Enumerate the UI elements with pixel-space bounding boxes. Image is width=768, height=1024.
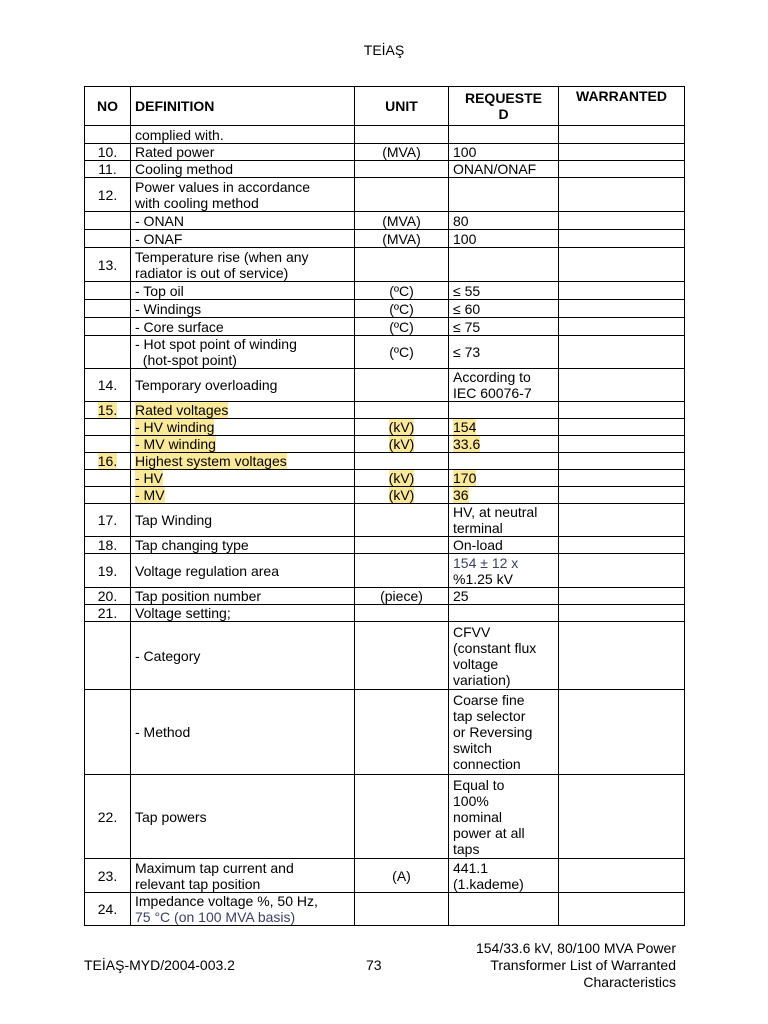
cell-requested (449, 402, 559, 419)
definition-text: Cooling method (135, 161, 234, 177)
cell-warranted (559, 554, 685, 588)
item-number: 18. (97, 537, 118, 553)
table-row (85, 775, 685, 859)
requested-value: 25 (453, 588, 469, 604)
cell-definition (131, 336, 355, 369)
unit-text: (kV) (388, 419, 415, 435)
requested-value: ≤ 55 (453, 282, 481, 299)
cell-definition (131, 402, 355, 419)
requested-value: terminal (453, 520, 503, 536)
column-header-requested (449, 87, 559, 126)
table-row (85, 336, 685, 369)
definition-text: Rated power (135, 144, 215, 160)
footer-document-code: TEİAŞ-MYD/2004-003.2 (84, 957, 235, 973)
cell-unit (355, 554, 449, 588)
unit-text: (ºC) (389, 344, 414, 360)
definition-text: Maximum tap current and (135, 859, 294, 876)
cell-unit (355, 212, 449, 230)
cell-definition (131, 504, 355, 537)
cell-warranted (559, 470, 685, 487)
cell-unit (355, 178, 449, 212)
cell-warranted (559, 369, 685, 402)
cell-definition (131, 605, 355, 622)
table-row (85, 487, 685, 504)
cell-no (85, 605, 131, 622)
table-row (85, 554, 685, 588)
cell-warranted (559, 622, 685, 690)
cell-no (85, 893, 131, 926)
requested-value: taps (453, 840, 480, 857)
unit-text: (A) (392, 867, 411, 884)
item-number: 21. (97, 605, 118, 621)
cell-unit (355, 775, 449, 859)
cell-warranted (559, 588, 685, 605)
definition-text: - MV winding (135, 436, 216, 452)
footer-page-number: 73 (366, 957, 382, 973)
item-number: 19. (97, 562, 118, 579)
column-header-unit: UNIT (355, 87, 449, 126)
table-row (85, 453, 685, 470)
table-row (85, 690, 685, 775)
cell-no (85, 588, 131, 605)
cell-definition (131, 318, 355, 336)
column-header-no: NO (85, 87, 131, 126)
requested-value: or Reversing (453, 724, 533, 740)
requested-value: 36 (453, 487, 469, 503)
cell-definition (131, 248, 355, 282)
cell-warranted (559, 248, 685, 282)
cell-requested (449, 453, 559, 470)
cell-unit (355, 622, 449, 690)
cell-no (85, 178, 131, 212)
requested-value: tap selector (453, 708, 526, 724)
definition-text: Tap powers (135, 808, 207, 825)
requested-value: (1.kademe) (453, 875, 524, 892)
requested-value: %1.25 kV (453, 570, 513, 587)
table-row (85, 436, 685, 453)
unit-text: (kV) (388, 436, 415, 452)
requested-value: ≤ 73 (453, 344, 481, 360)
cell-no (85, 144, 131, 161)
cell-requested (449, 554, 559, 588)
definition-text: Tap position number (135, 588, 262, 604)
definition-text: complied with. (135, 126, 224, 143)
requested-value: 100 (453, 230, 477, 247)
cell-requested (449, 690, 559, 775)
unit-text: (kV) (388, 470, 415, 486)
cell-definition (131, 178, 355, 212)
unit-text: (ºC) (389, 300, 414, 317)
item-number: 10. (97, 144, 118, 160)
cell-unit (355, 318, 449, 336)
requested-value: 170 (453, 470, 477, 486)
cell-unit (355, 690, 449, 775)
cell-definition (131, 893, 355, 926)
cell-requested (449, 230, 559, 248)
cell-requested (449, 248, 559, 282)
cell-requested (449, 212, 559, 230)
cell-unit (355, 336, 449, 369)
table-row (85, 318, 685, 336)
footer-description-line: Characteristics (583, 974, 676, 990)
requested-value: 33.6 (453, 436, 481, 452)
requested-value: Equal to (453, 776, 505, 793)
cell-definition (131, 622, 355, 690)
table-row (85, 605, 685, 622)
cell-definition (131, 212, 355, 230)
cell-unit (355, 282, 449, 300)
cell-definition (131, 369, 355, 402)
cell-warranted (559, 453, 685, 470)
cell-no (85, 369, 131, 402)
cell-unit (355, 453, 449, 470)
definition-text: Highest system voltages (135, 453, 287, 469)
cell-definition (131, 537, 355, 554)
definition-text: radiator is out of service) (135, 264, 289, 281)
definition-text: - Hot spot point of winding (135, 336, 297, 352)
cell-warranted (559, 282, 685, 300)
unit-text: (MVA) (382, 230, 421, 247)
cell-warranted (559, 775, 685, 859)
cell-warranted (559, 859, 685, 893)
cell-no (85, 336, 131, 369)
requested-value: 154 (453, 419, 477, 435)
cell-warranted (559, 605, 685, 622)
cell-requested (449, 487, 559, 504)
cell-warranted (559, 893, 685, 926)
footer-description-line: Transformer List of Warranted (490, 957, 676, 973)
cell-definition (131, 775, 355, 859)
table-row (85, 419, 685, 436)
item-number: 14. (97, 377, 118, 393)
cell-no (85, 622, 131, 690)
cell-requested (449, 504, 559, 537)
cell-unit (355, 144, 449, 161)
definition-text: - Core surface (135, 318, 224, 335)
definition-text: Rated voltages (135, 402, 229, 418)
cell-requested (449, 537, 559, 554)
cell-definition (131, 144, 355, 161)
cell-no (85, 436, 131, 453)
definition-text: - Top oil (135, 282, 184, 299)
cell-requested (449, 605, 559, 622)
requested-value: ≤ 75 (453, 318, 481, 335)
item-number: 24. (97, 901, 118, 917)
definition-text: 75 °C (on 100 MVA basis) (135, 909, 296, 925)
requested-value: 441.1 (453, 859, 489, 876)
definition-text: with cooling method (135, 194, 259, 211)
definition-text: Temporary overloading (135, 377, 278, 393)
requested-value: ≤ 60 (453, 300, 481, 317)
cell-definition (131, 859, 355, 893)
cell-unit (355, 436, 449, 453)
requested-value: Coarse fine (453, 692, 525, 708)
definition-text: - ONAF (135, 230, 183, 247)
cell-no (85, 126, 131, 144)
cell-definition (131, 588, 355, 605)
cell-requested (449, 622, 559, 690)
item-number: 22. (97, 808, 118, 825)
cell-warranted (559, 690, 685, 775)
cell-no (85, 453, 131, 470)
cell-requested (449, 318, 559, 336)
definition-text: Temperature rise (when any (135, 248, 309, 265)
cell-requested (449, 300, 559, 318)
unit-text: (ºC) (389, 282, 414, 299)
table-row (85, 248, 685, 282)
requested-value: ONAN/ONAF (453, 161, 537, 177)
item-number: 15. (97, 402, 118, 418)
definition-text: - MV (135, 487, 165, 503)
cell-unit (355, 230, 449, 248)
cell-warranted (559, 178, 685, 212)
cell-no (85, 300, 131, 318)
item-number: 13. (97, 256, 118, 273)
cell-requested (449, 336, 559, 369)
unit-text: (ºC) (389, 318, 414, 335)
table-row (85, 178, 685, 212)
cell-no (85, 859, 131, 893)
cell-warranted (559, 212, 685, 230)
requested-value: (constant flux (453, 639, 537, 656)
cell-unit (355, 419, 449, 436)
item-number: 17. (97, 512, 118, 528)
cell-definition (131, 487, 355, 504)
cell-no (85, 537, 131, 554)
cell-definition (131, 470, 355, 487)
requested-value: 100 (453, 144, 477, 160)
definition-text: - HV (135, 470, 163, 486)
requested-value: According to (453, 369, 531, 385)
cell-no (85, 402, 131, 419)
cell-unit (355, 487, 449, 504)
specification-table (84, 86, 685, 926)
cell-definition (131, 436, 355, 453)
cell-unit (355, 537, 449, 554)
requested-value: On-load (453, 537, 503, 553)
cell-requested (449, 893, 559, 926)
cell-unit (355, 126, 449, 144)
cell-no (85, 248, 131, 282)
cell-unit (355, 369, 449, 402)
cell-warranted (559, 318, 685, 336)
cell-definition (131, 230, 355, 248)
column-header-warranted: WARRANTED (559, 87, 685, 126)
cell-definition (131, 690, 355, 775)
cell-unit (355, 605, 449, 622)
requested-value: 154 ± 12 x (453, 554, 519, 571)
cell-requested (449, 161, 559, 178)
cell-unit (355, 504, 449, 537)
column-header-definition: DEFINITION (131, 87, 355, 126)
definition-text: Power values in accordance (135, 178, 311, 195)
unit-text: (MVA) (382, 212, 421, 229)
cell-unit (355, 402, 449, 419)
cell-requested (449, 470, 559, 487)
table-row (85, 369, 685, 402)
definition-text: Tap changing type (135, 537, 249, 553)
cell-definition (131, 554, 355, 588)
cell-no (85, 690, 131, 775)
table-row (85, 537, 685, 554)
definition-text: Voltage regulation area (135, 562, 279, 579)
definition-text: - HV winding (135, 419, 215, 435)
cell-requested (449, 588, 559, 605)
cell-definition (131, 300, 355, 318)
cell-no (85, 504, 131, 537)
footer-description-line: 154/33.6 kV, 80/100 MVA Power (475, 940, 676, 956)
requested-value: IEC 60076-7 (453, 385, 532, 401)
cell-warranted (559, 402, 685, 419)
cell-requested (449, 419, 559, 436)
item-number: 12. (97, 186, 118, 203)
requested-value: CFVV (453, 623, 491, 640)
cell-requested (449, 859, 559, 893)
requested-value: connection (453, 756, 521, 772)
cell-no (85, 282, 131, 300)
table-row (85, 893, 685, 926)
cell-unit (355, 859, 449, 893)
definition-text: Impedance voltage %, 50 Hz, (135, 893, 318, 909)
cell-unit (355, 248, 449, 282)
item-number: 20. (97, 588, 118, 604)
table-row (85, 161, 685, 178)
cell-unit (355, 588, 449, 605)
requested-value: nominal (453, 808, 503, 825)
column-header-requested-line-1: REQUESTE (464, 90, 542, 106)
table-row (85, 588, 685, 605)
cell-no (85, 318, 131, 336)
page-header-title: TEİAŞ (363, 42, 405, 58)
definition-text: - ONAN (135, 212, 184, 229)
cell-definition (131, 419, 355, 436)
requested-value: 80 (453, 212, 469, 229)
table-body (85, 126, 685, 926)
cell-requested (449, 178, 559, 212)
cell-warranted (559, 436, 685, 453)
cell-requested (449, 369, 559, 402)
cell-warranted (559, 537, 685, 554)
table-row (85, 282, 685, 300)
cell-no (85, 487, 131, 504)
cell-no (85, 775, 131, 859)
cell-warranted (559, 504, 685, 537)
cell-requested (449, 775, 559, 859)
unit-text: (kV) (388, 487, 415, 503)
cell-requested (449, 282, 559, 300)
cell-unit (355, 300, 449, 318)
cell-warranted (559, 144, 685, 161)
table-row (85, 622, 685, 690)
table-row (85, 504, 685, 537)
cell-warranted (559, 230, 685, 248)
cell-definition (131, 161, 355, 178)
requested-value: power at all (453, 824, 525, 841)
cell-requested (449, 144, 559, 161)
cell-requested (449, 436, 559, 453)
footer-description (416, 940, 676, 991)
cell-unit (355, 470, 449, 487)
table-row (85, 402, 685, 419)
requested-value: variation) (453, 671, 511, 688)
definition-text: - Method (135, 724, 191, 740)
item-number: 16. (97, 453, 118, 469)
unit-text: (MVA) (382, 144, 421, 160)
cell-warranted (559, 300, 685, 318)
table-row (85, 300, 685, 318)
cell-definition (131, 453, 355, 470)
table-row (85, 859, 685, 893)
cell-requested (449, 126, 559, 144)
cell-unit (355, 893, 449, 926)
cell-no (85, 470, 131, 487)
cell-definition (131, 282, 355, 300)
cell-no (85, 212, 131, 230)
cell-warranted (559, 161, 685, 178)
cell-no (85, 161, 131, 178)
cell-unit (355, 161, 449, 178)
item-number: 23. (97, 867, 118, 884)
table-row (85, 230, 685, 248)
requested-value: HV, at neutral (453, 504, 538, 520)
cell-warranted (559, 126, 685, 144)
table-row (85, 212, 685, 230)
table-header-row (85, 87, 685, 126)
definition-text: Tap Winding (135, 512, 213, 528)
table-row (85, 126, 685, 144)
requested-value: switch (453, 740, 492, 756)
requested-value: 100% (453, 792, 489, 809)
cell-definition (131, 126, 355, 144)
definition-text: relevant tap position (135, 875, 261, 892)
column-header-requested-line-2: D (498, 106, 509, 122)
table-row (85, 470, 685, 487)
cell-warranted (559, 487, 685, 504)
definition-text: - Windings (135, 300, 202, 317)
definition-text: Voltage setting; (135, 605, 231, 621)
definition-text: (hot-spot point) (135, 352, 237, 368)
cell-no (85, 419, 131, 436)
cell-warranted (559, 336, 685, 369)
unit-text: (piece) (380, 588, 423, 604)
cell-no (85, 230, 131, 248)
cell-no (85, 554, 131, 588)
item-number: 11. (98, 161, 117, 177)
definition-text: - Category (135, 647, 201, 664)
table-row (85, 144, 685, 161)
cell-warranted (559, 419, 685, 436)
requested-value: voltage (453, 655, 499, 672)
